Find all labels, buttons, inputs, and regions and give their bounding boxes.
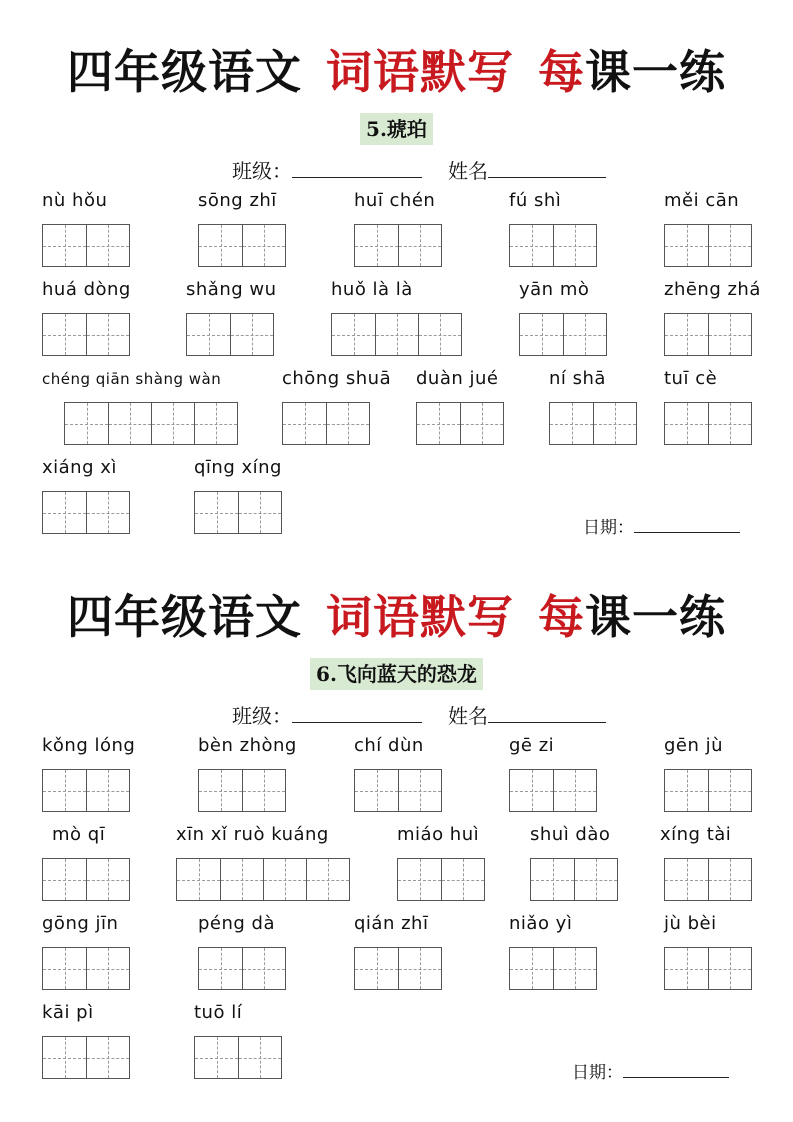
title-grade-subject: 四年级语文 [67,590,302,644]
character-box[interactable] [238,492,281,533]
character-grid [198,769,286,812]
character-box[interactable] [86,859,129,900]
date-label: 日期： [572,1063,623,1083]
character-grid [42,1036,130,1079]
character-grid [416,402,504,445]
character-box[interactable] [242,948,285,989]
character-box[interactable] [43,859,86,900]
character-box[interactable] [283,403,326,444]
pinyin-label: shǎng wu [186,279,277,300]
character-box[interactable] [531,859,574,900]
character-grid [64,402,238,445]
character-box[interactable] [199,770,242,811]
character-box[interactable] [553,948,596,989]
character-box[interactable] [43,225,86,266]
pinyin-label: huá dòng [42,279,131,300]
character-box[interactable] [195,1037,238,1078]
class-blank[interactable] [292,155,422,178]
pinyin-label: gōng jīn [42,913,119,934]
character-box[interactable] [86,492,129,533]
character-grid [664,858,752,901]
pinyin-label: fú shì [509,190,562,211]
character-box[interactable] [398,770,441,811]
student-info [232,700,606,731]
character-box[interactable] [332,314,375,355]
character-box[interactable] [86,314,129,355]
lesson-heading [0,113,793,145]
character-box[interactable] [86,225,129,266]
pinyin-label: chéng qiān shàng wàn [42,370,222,388]
pinyin-label: xíng tài [660,824,732,845]
character-box[interactable] [665,314,708,355]
name-blank[interactable] [488,155,606,178]
character-box[interactable] [665,859,708,900]
pinyin-label: sōng zhī [198,190,277,211]
character-box[interactable] [108,403,151,444]
character-grid [354,769,442,812]
character-box[interactable] [306,859,349,900]
character-box[interactable] [418,314,461,355]
title-grade-subject: 四年级语文 [67,45,302,99]
character-box[interactable] [550,403,593,444]
pinyin-label: chōng shuā [282,368,392,389]
character-box[interactable] [417,403,460,444]
title-each: 每 [538,590,585,644]
pinyin-label: mò qī [52,824,106,845]
lesson-heading [0,658,793,690]
date-field [583,513,740,538]
character-grid [176,858,350,901]
pinyin-label: tuī cè [664,368,718,389]
name-label: 姓名 [448,704,488,728]
character-box[interactable] [398,948,441,989]
character-box[interactable] [665,225,708,266]
character-box[interactable] [86,948,129,989]
date-blank[interactable] [634,514,740,533]
character-box[interactable] [665,948,708,989]
character-box[interactable] [708,225,751,266]
pinyin-label: měi cān [664,190,740,211]
character-box[interactable] [194,403,237,444]
character-box[interactable] [242,225,285,266]
character-grid [42,769,130,812]
pinyin-label: gē zi [509,735,555,756]
character-box[interactable] [43,492,86,533]
character-box[interactable] [199,225,242,266]
class-label: 班级： [232,704,292,728]
pinyin-label: ní shā [549,368,606,389]
character-box[interactable] [187,314,230,355]
character-box[interactable] [238,1037,281,1078]
character-box[interactable] [263,859,306,900]
pinyin-label: qīng xíng [194,457,282,478]
character-box[interactable] [326,403,369,444]
character-grid [509,947,597,990]
character-grid [42,491,130,534]
character-box[interactable] [398,225,441,266]
character-box[interactable] [553,770,596,811]
character-grid [194,491,282,534]
character-grid [664,224,752,267]
character-box[interactable] [86,770,129,811]
pinyin-label: chí dùn [354,735,424,756]
character-box[interactable] [563,314,606,355]
character-box[interactable] [441,859,484,900]
pinyin-label: shuì dào [530,824,611,845]
character-box[interactable] [86,1037,129,1078]
character-box[interactable] [220,859,263,900]
pinyin-label: kǒng lóng [42,735,136,756]
character-box[interactable] [199,948,242,989]
pinyin-label: duàn jué [416,368,499,389]
character-box[interactable] [43,314,86,355]
title-lesson-practice: 课一练 [585,45,726,99]
worksheet-title [0,42,793,102]
character-box[interactable] [665,770,708,811]
character-grid [42,858,130,901]
title-lesson-practice: 课一练 [585,590,726,644]
character-grid [354,224,442,267]
character-grid [331,313,462,356]
character-grid [664,947,752,990]
pinyin-label: qián zhī [354,913,429,934]
pinyin-label: gēn jù [664,735,724,756]
character-box[interactable] [708,859,751,900]
pinyin-label: jù bèi [664,913,717,934]
character-grid [549,402,637,445]
date-field [572,1058,729,1083]
character-box[interactable] [195,492,238,533]
character-box[interactable] [43,948,86,989]
worksheet-title [0,587,793,647]
character-box[interactable] [43,770,86,811]
pinyin-label: yān mò [519,279,590,300]
character-grid [194,1036,282,1079]
character-box[interactable] [65,403,108,444]
character-box[interactable] [355,770,398,811]
character-grid [354,947,442,990]
character-box[interactable] [665,403,708,444]
character-box[interactable] [553,225,596,266]
pinyin-label: bèn zhòng [198,735,297,756]
pinyin-label: zhēng zhá [664,279,761,300]
character-box[interactable] [574,859,617,900]
pinyin-label: huī chén [354,190,436,211]
character-box[interactable] [177,859,220,900]
character-box[interactable] [398,859,441,900]
character-grid [397,858,485,901]
pinyin-label: nù hǒu [42,190,108,211]
character-grid [42,313,130,356]
name-blank[interactable] [488,700,606,723]
character-grid [664,402,752,445]
character-grid [664,769,752,812]
character-box[interactable] [510,948,553,989]
character-box[interactable] [708,770,751,811]
pinyin-label: xiáng xì [42,457,117,478]
character-grid [42,224,130,267]
character-grid [42,947,130,990]
date-label: 日期： [583,518,634,538]
pinyin-label: péng dà [198,913,276,934]
character-box[interactable] [355,948,398,989]
pinyin-label: xīn xǐ ruò kuáng [176,824,329,845]
character-grid [664,313,752,356]
title-dictation: 词语默写 [326,590,514,644]
character-box[interactable] [151,403,194,444]
lesson-title: 6.飞向蓝天的恐龙 [310,658,483,690]
character-grid [198,947,286,990]
character-box[interactable] [708,948,751,989]
character-grid [530,858,618,901]
class-label: 班级： [232,159,292,183]
character-box[interactable] [355,225,398,266]
character-box[interactable] [510,770,553,811]
pinyin-label: miáo huì [397,824,480,845]
title-dictation: 词语默写 [326,45,514,99]
character-grid [282,402,370,445]
date-blank[interactable] [623,1059,729,1078]
name-label: 姓名 [448,159,488,183]
character-grid [519,313,607,356]
character-box[interactable] [708,314,751,355]
character-grid [509,224,597,267]
character-grid [198,224,286,267]
pinyin-label: niǎo yì [509,913,573,934]
title-each: 每 [538,45,585,99]
character-grid [509,769,597,812]
character-box[interactable] [43,1037,86,1078]
character-box[interactable] [593,403,636,444]
lesson-title: 5.琥珀 [360,113,433,145]
character-box[interactable] [242,770,285,811]
character-box[interactable] [375,314,418,355]
class-blank[interactable] [292,700,422,723]
character-box[interactable] [708,403,751,444]
character-grid [186,313,274,356]
character-box[interactable] [510,225,553,266]
pinyin-label: kāi pì [42,1002,94,1023]
character-box[interactable] [230,314,273,355]
pinyin-label: huǒ là là [331,279,413,300]
character-box[interactable] [520,314,563,355]
student-info [232,155,606,186]
character-box[interactable] [460,403,503,444]
pinyin-label: tuō lí [194,1002,243,1023]
